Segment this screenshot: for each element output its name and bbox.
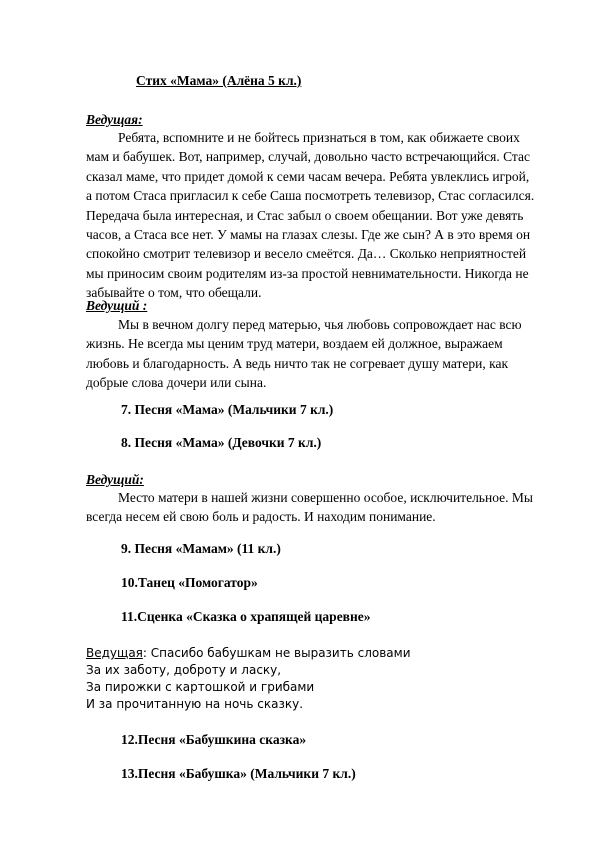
poem-line: За их заботу, доброту и ласку, xyxy=(86,663,282,677)
paragraph-line: Передача была интересная, и Стас забыл о своем обещании. Вот уже девять xyxy=(86,207,524,223)
paragraph-line: любовь и благодарность. А ведь ничто так не согревает душу матери, как xyxy=(86,355,509,371)
program-item-8: 8. Песня «Мама» (Девочки 7 кл.) xyxy=(121,435,322,450)
poem-line xyxy=(86,645,411,662)
paragraph-2 xyxy=(86,315,550,393)
program-item-9: 9. Песня «Мамам» (11 кл.) xyxy=(121,541,281,556)
speaker-label-3: Ведущий: xyxy=(86,472,144,487)
speaker-label-2: Ведущий : xyxy=(86,298,148,313)
paragraph-line: Мы в вечном долгу перед матерью, чья любовь сопровождает нас всю xyxy=(118,317,522,332)
paragraph-line: спокойно смотрит телевизор и весело смеётся. Да… Сколько неприятностей xyxy=(86,246,527,262)
paragraph-line: забывайте о том, что обещали. xyxy=(86,285,262,301)
paragraph-line: всегда несем ей свою боль и радость. И находим понимание. xyxy=(86,509,436,525)
paragraph-line: мам и бабушек. Вот, например, случай, довольно часто встречающийся. Стас xyxy=(86,149,530,165)
paragraph-line: жизнь. Не всегда мы ценим труд матери, воздаем ей должное, выражаем xyxy=(86,336,503,352)
paragraph-line: часов, а Стаса все нет. У мамы на глазах слезы. Где же сын? А в это время он xyxy=(86,227,531,243)
program-item-7: 7. Песня «Мама» (Мальчики 7 кл.) xyxy=(121,402,334,417)
paragraph-line: Место матери в нашей жизни совершенно особое, исключительное. Мы xyxy=(118,490,533,505)
page-title: Стих «Мама» (Алёна 5 кл.) xyxy=(136,73,302,88)
poem-speaker: Ведущая xyxy=(86,646,143,660)
paragraph-line: Ребята, вспомните и не бойтесь признаться в том, как обижаете своих xyxy=(118,130,520,145)
poem-line: За пирожки с картошкой и грибами xyxy=(86,680,315,694)
program-item-13: 13.Песня «Бабушка» (Мальчики 7 кл.) xyxy=(121,766,356,781)
paragraph-line: а потом Стаса пригласил к себе Саша посмотреть телевизор, Стас согласился. xyxy=(86,188,535,204)
program-item-12: 12.Песня «Бабушкина сказка» xyxy=(121,732,307,747)
paragraph-1 xyxy=(86,128,550,303)
paragraph-line: добрые слова дочери или сына. xyxy=(86,375,267,391)
poem-line: И за прочитанную на ночь сказку. xyxy=(86,697,304,711)
paragraph-3 xyxy=(86,488,550,527)
program-item-11: 11.Сценка «Сказка о храпящей царевне» xyxy=(121,609,371,624)
poem-first-line: : Спасибо бабушкам не выразить словами xyxy=(142,646,411,660)
program-item-10: 10.Танец «Помогатор» xyxy=(121,575,258,590)
paragraph-line: сказал маме, что придет домой к семи часам вечера. Ребята увлеклись игрой, xyxy=(86,168,530,184)
speaker-label-1: Ведущая: xyxy=(86,112,143,127)
poem-block xyxy=(86,645,411,713)
paragraph-line: мы приносим своим родителям из-за простой невнимательности. Никогда не xyxy=(86,265,529,281)
